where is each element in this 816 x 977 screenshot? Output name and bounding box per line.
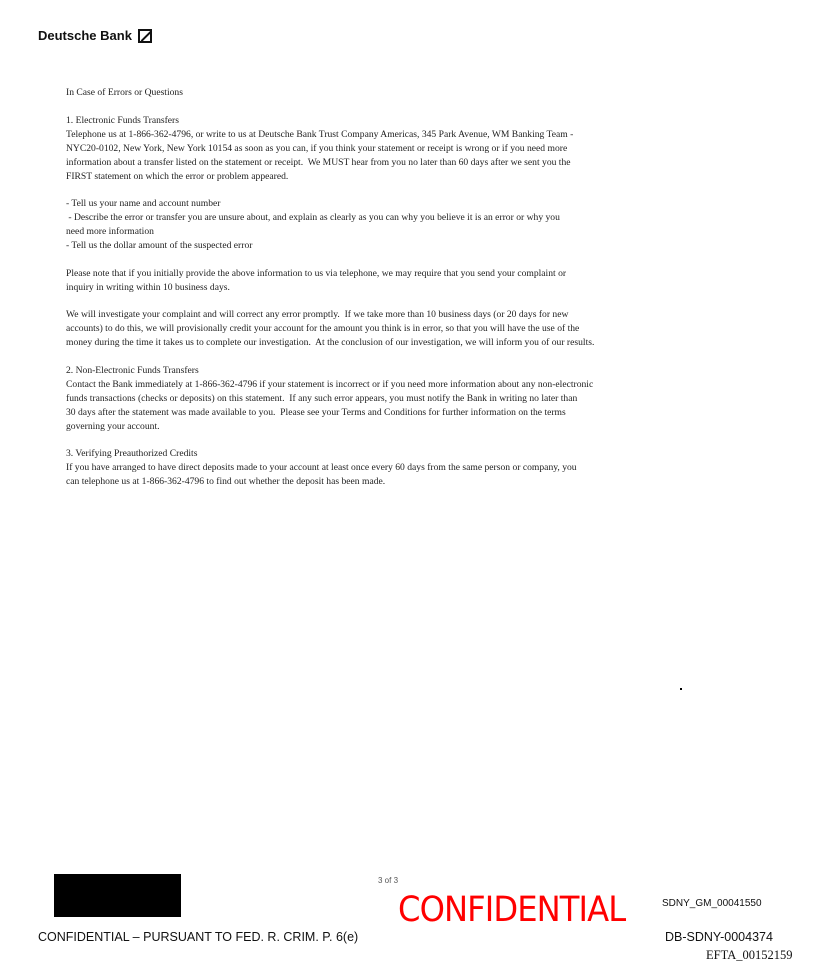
text-line: If you have arranged to have direct deposits made to your account at least once every 60 days from the same person or company, you — [66, 462, 577, 473]
text-line: Contact the Bank immediately at 1-866-362-4796 if your statement is incorrect or if you need more information about any non-electronic — [66, 378, 594, 390]
text-line: Telephone us at 1-866-362-4796, or write to us at Deutsche Bank Trust Company Americas, 345 Park Avenue, WM Banking Team - — [66, 128, 574, 140]
text-line: NYC20-0102, New York, New York 10154 as soon as you can, if you think your statement or receipt is wrong or if you need more — [66, 142, 568, 154]
text-line: money during the time it takes us to complete our investigation. At the conclusion of our investigation, we will inform you of our results. — [66, 337, 595, 348]
text-line: 30 days after the statement was made available to you. Please see your Terms and Conditions for further information on the terms — [66, 406, 566, 418]
text-line: governing your account. — [66, 420, 160, 432]
text-line: FIRST statement on which the error or problem appeared. — [66, 170, 289, 182]
deutsche-bank-logo — [38, 28, 152, 43]
stray-mark — [680, 688, 682, 690]
paragraph — [66, 364, 666, 434]
text-line: Please note that if you initially provide the above information to us via telephone, we may require that you send your complaint or — [66, 267, 567, 279]
text-line: accounts) to do this, we will provisionally credit your account for the amount you think is in error, so that you will have the use of the — [66, 323, 580, 334]
paragraph — [66, 86, 666, 100]
text-line: need more information — [66, 226, 154, 237]
redaction-box — [54, 874, 181, 917]
page-number: 3 of 3 — [378, 876, 399, 885]
deutsche-bank-slash-icon — [138, 29, 152, 43]
text-line: funds transactions (checks or deposits) on this statement. If any such error appears, you must notify the Bank in writing no later than — [66, 392, 578, 404]
text-line: inquiry in writing within 10 business days. — [66, 281, 230, 293]
text-line: - Tell us your name and account number — [66, 198, 221, 209]
paragraph — [66, 197, 666, 253]
sdny-bates-number: SDNY_GM_00041550 — [662, 898, 762, 909]
confidential-notice: CONFIDENTIAL – PURSUANT TO FED. R. CRIM. P. 6(e) — [38, 930, 359, 944]
text-line: 1. Electronic Funds Transfers — [66, 114, 179, 126]
confidential-stamp: CONFIDENTIAL — [398, 890, 626, 930]
efta-number: EFTA_00152159 — [706, 948, 793, 962]
paragraph — [66, 447, 666, 489]
logo-text: Deutsche Bank — [38, 28, 132, 43]
text-line: - Tell us the dollar amount of the suspected error — [66, 240, 253, 251]
paragraph — [66, 114, 666, 184]
text-line: In Case of Errors or Questions — [66, 87, 183, 98]
statement-body — [66, 86, 666, 503]
text-line: 2. Non-Electronic Funds Transfers — [66, 364, 199, 376]
paragraph — [66, 267, 666, 295]
text-line: We will investigate your complaint and will correct any error promptly. If we take more than 10 business days (or 20 days for new — [66, 309, 569, 320]
db-sdny-bates-number: DB-SDNY-0004374 — [665, 930, 773, 944]
text-line: information about a transfer listed on the statement or receipt. We MUST hear from you no later than 60 days after we sent you the — [66, 156, 571, 168]
text-line: can telephone us at 1-866-362-4796 to find out whether the deposit has been made. — [66, 476, 386, 487]
text-line: - Describe the error or transfer you are unsure about, and explain as clearly as you can why you believe it is an error or why you — [66, 212, 560, 223]
paragraph — [66, 308, 666, 350]
text-line: 3. Verifying Preauthorized Credits — [66, 448, 198, 459]
